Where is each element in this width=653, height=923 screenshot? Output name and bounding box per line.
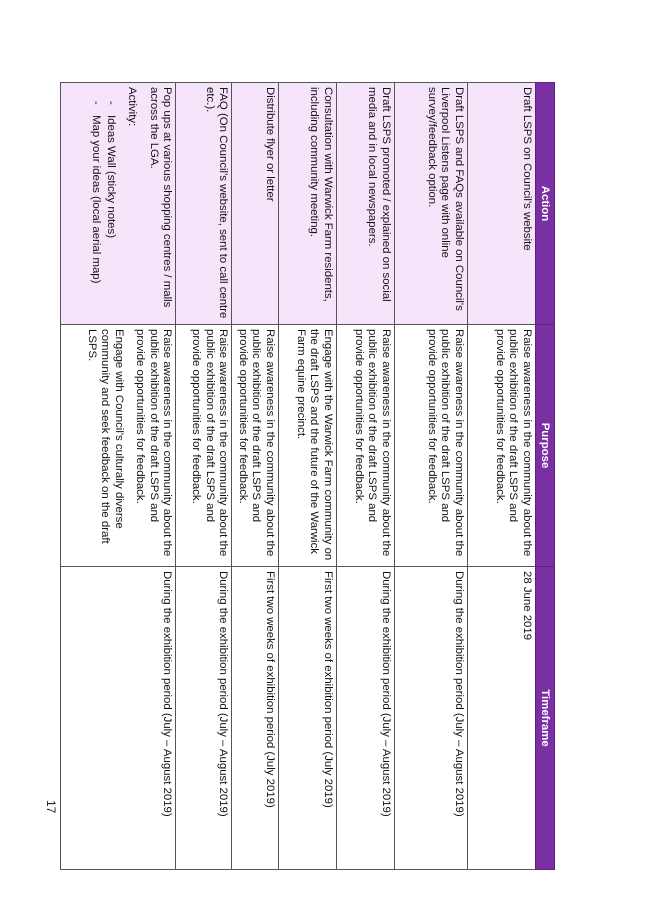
timeframe-cell: First two weeks of exhibition period (July 2019) [232, 567, 279, 870]
purpose-cell: Raise awareness in the community about the public exhibition of the draft LSPS and provide opportunities for feedback. [468, 325, 536, 567]
header-action: Action [536, 83, 555, 325]
purpose-text: Raise awareness in the community about the public exhibition of the draft LSPS and provide opportunities for feedback. [134, 329, 174, 557]
table-header-row [536, 83, 555, 870]
activity-list [89, 87, 117, 320]
action-cell: Draft LSPS and FAQs available on Council's Liverpool Listens page with online survey/feedback option. [395, 83, 468, 325]
table-row [61, 83, 176, 870]
purpose-cell [61, 325, 176, 567]
action-cell [61, 83, 176, 325]
action-text: Pop ups at various shopping centres / malls across the LGA. [148, 87, 174, 308]
timeframe-cell: During the exhibition period (July – August 2019) [61, 567, 176, 870]
table-row [232, 83, 279, 870]
purpose-extra-text: Engage with Council's culturally diverse community and seek feedback on the draft LSPS. [86, 329, 125, 544]
timeframe-cell: 28 June 2019 [468, 567, 536, 870]
table-row [468, 83, 536, 870]
timeframe-cell: During the exhibition period (July – August 2019) [337, 567, 395, 870]
purpose-cell: Raise awareness in the community about the public exhibition of the draft LSPS and provide opportunities for feedback. [176, 325, 232, 567]
page-number: 17 [44, 800, 58, 814]
header-timeframe: Timeframe [536, 567, 555, 870]
activity-label: Activity: [126, 87, 139, 127]
header-purpose: Purpose [536, 325, 555, 567]
dash-bullet-icon: - [105, 101, 117, 105]
purpose-cell: Engage with the Warwick Farm community on the draft LSPS and the future of the Warwick Farm equine precinct. [279, 325, 337, 567]
table-row [337, 83, 395, 870]
action-cell: Consultation with Warwick Farm residents, including community meeting. [279, 83, 337, 325]
action-cell: Distribute flyer or letter [232, 83, 279, 325]
dash-bullet-icon: - [90, 101, 103, 105]
timeframe-cell: During the exhibition period (July – August 2019) [176, 567, 232, 870]
purpose-cell: Raise awareness in the community about the public exhibition of the draft LSPS and provide opportunities for feedback. [337, 325, 395, 567]
table-row [395, 83, 468, 870]
activity-text: Map your ideas (local aerial map) [90, 115, 103, 284]
action-cell: Draft LSPS promoted / explained on social media and in local newspapers. [337, 83, 395, 325]
timeframe-cell: First two weeks of exhibition period (July 2019) [279, 567, 337, 870]
list-item [89, 101, 103, 320]
purpose-cell: Raise awareness in the community about the public exhibition of the draft LSPS and provide opportunities for feedback. [232, 325, 279, 567]
action-cell: FAQ (On Council's website, sent to call centre etc.). [176, 83, 232, 325]
table-row [176, 83, 232, 870]
list-item [104, 101, 118, 320]
consultation-table [61, 82, 556, 870]
timeframe-cell: During the exhibition period (July – August 2019) [395, 567, 468, 870]
action-cell: Draft LSPS on Council's website [468, 83, 536, 325]
purpose-cell: Raise awareness in the community about the public exhibition of the draft LSPS and provide opportunities for feedback. [395, 325, 468, 567]
table-row [279, 83, 337, 870]
activity-text: Ideas Wall (sticky notes) [105, 115, 117, 239]
